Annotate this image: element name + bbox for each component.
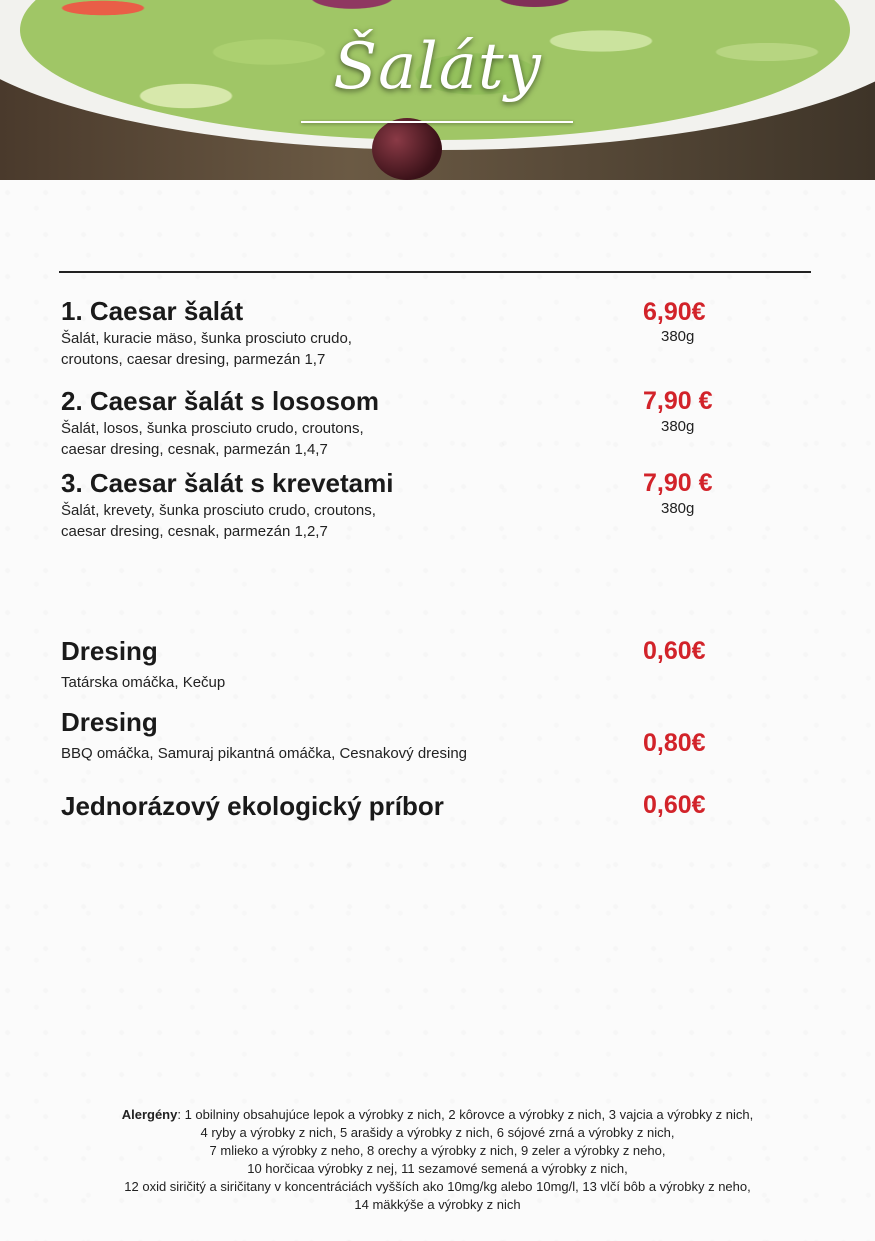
- item-price: 7,90 €: [643, 469, 713, 497]
- extra-name: Dresing: [61, 636, 158, 666]
- allergens-line: 14 mäkkýše a výrobky z nich: [354, 1197, 521, 1212]
- description-line: Šalát, kuracie mäso, šunka prosciuto crudo,: [61, 330, 352, 347]
- allergens-line: 12 oxid siričitý a siričitany v koncentráciách vyšších ako 10mg/kg alebo 10mg/l, 13 vlčí bôb a výrobky z neho,: [124, 1179, 751, 1194]
- item-description: [61, 418, 621, 460]
- allergens-label: Alergény: [121, 1107, 178, 1122]
- extra-item: [61, 636, 621, 693]
- allergens-note: [90, 1106, 785, 1214]
- menu-item: [61, 386, 621, 460]
- item-name: 3. Caesar šalát s krevetami: [61, 468, 394, 498]
- item-name: 2. Caesar šalát s lososom: [61, 386, 379, 416]
- olive-image: [372, 118, 442, 180]
- extra-name: Dresing: [61, 707, 158, 737]
- item-description: [61, 328, 621, 370]
- item-weight: 380g: [661, 418, 695, 435]
- description-line: caesar dresing, cesnak, parmezán 1,4,7: [61, 441, 328, 458]
- item-price: 7,90 €: [643, 387, 713, 415]
- extra-item: [61, 707, 621, 764]
- extra-price: 0,60€: [643, 637, 706, 665]
- description-line: Šalát, losos, šunka prosciuto crudo, croutons,: [61, 420, 364, 437]
- menu-item: [61, 296, 621, 370]
- item-weight: 380g: [661, 500, 695, 517]
- page-title: Šaláty: [333, 30, 542, 104]
- allergens-line: 4 ryby a výrobky z nich, 5 arašidy a výrobky z nich, 6 sójové zrná a výrobky z nich,: [200, 1125, 675, 1140]
- description-line: Šalát, krevety, šunka prosciuto crudo, croutons,: [61, 502, 376, 519]
- allergens-line: Alergény: 1 obilniny obsahujúce lepok a výrobky z nich, 2 kôrovce a výrobky z nich, 3 vajcia a výrobky z nich,: [121, 1107, 754, 1122]
- allergens-line: 7 mlieko a výrobky z neho, 8 orechy a výrobky z nich, 9 zeler a výrobky z neho,: [209, 1143, 666, 1158]
- item-description: [61, 500, 621, 542]
- item-weight: 380g: [661, 328, 695, 345]
- item-price: 6,90€: [643, 298, 706, 326]
- header-photo: [0, 0, 875, 180]
- section-divider: [59, 271, 811, 273]
- extra-description: Tatárska omáčka, Kečup: [61, 674, 226, 691]
- extra-name: Jednorázový ekologický príbor: [61, 791, 444, 821]
- extra-item: [61, 791, 621, 821]
- menu-item: [61, 468, 621, 542]
- description-line: caesar dresing, cesnak, parmezán 1,2,7: [61, 523, 328, 540]
- extra-description: BBQ omáčka, Samuraj pikantná omáčka, Cesnakový dresing: [61, 745, 468, 762]
- allergens-line: 10 horčicaa výrobky z nej, 11 sezamové semená a výrobky z nich,: [247, 1161, 628, 1176]
- title-underline: [301, 121, 573, 123]
- extra-price: 0,60€: [643, 791, 706, 819]
- description-line: croutons, caesar dresing, parmezán 1,7: [61, 351, 326, 368]
- item-name: 1. Caesar šalát: [61, 296, 244, 326]
- extra-price: 0,80€: [643, 729, 706, 757]
